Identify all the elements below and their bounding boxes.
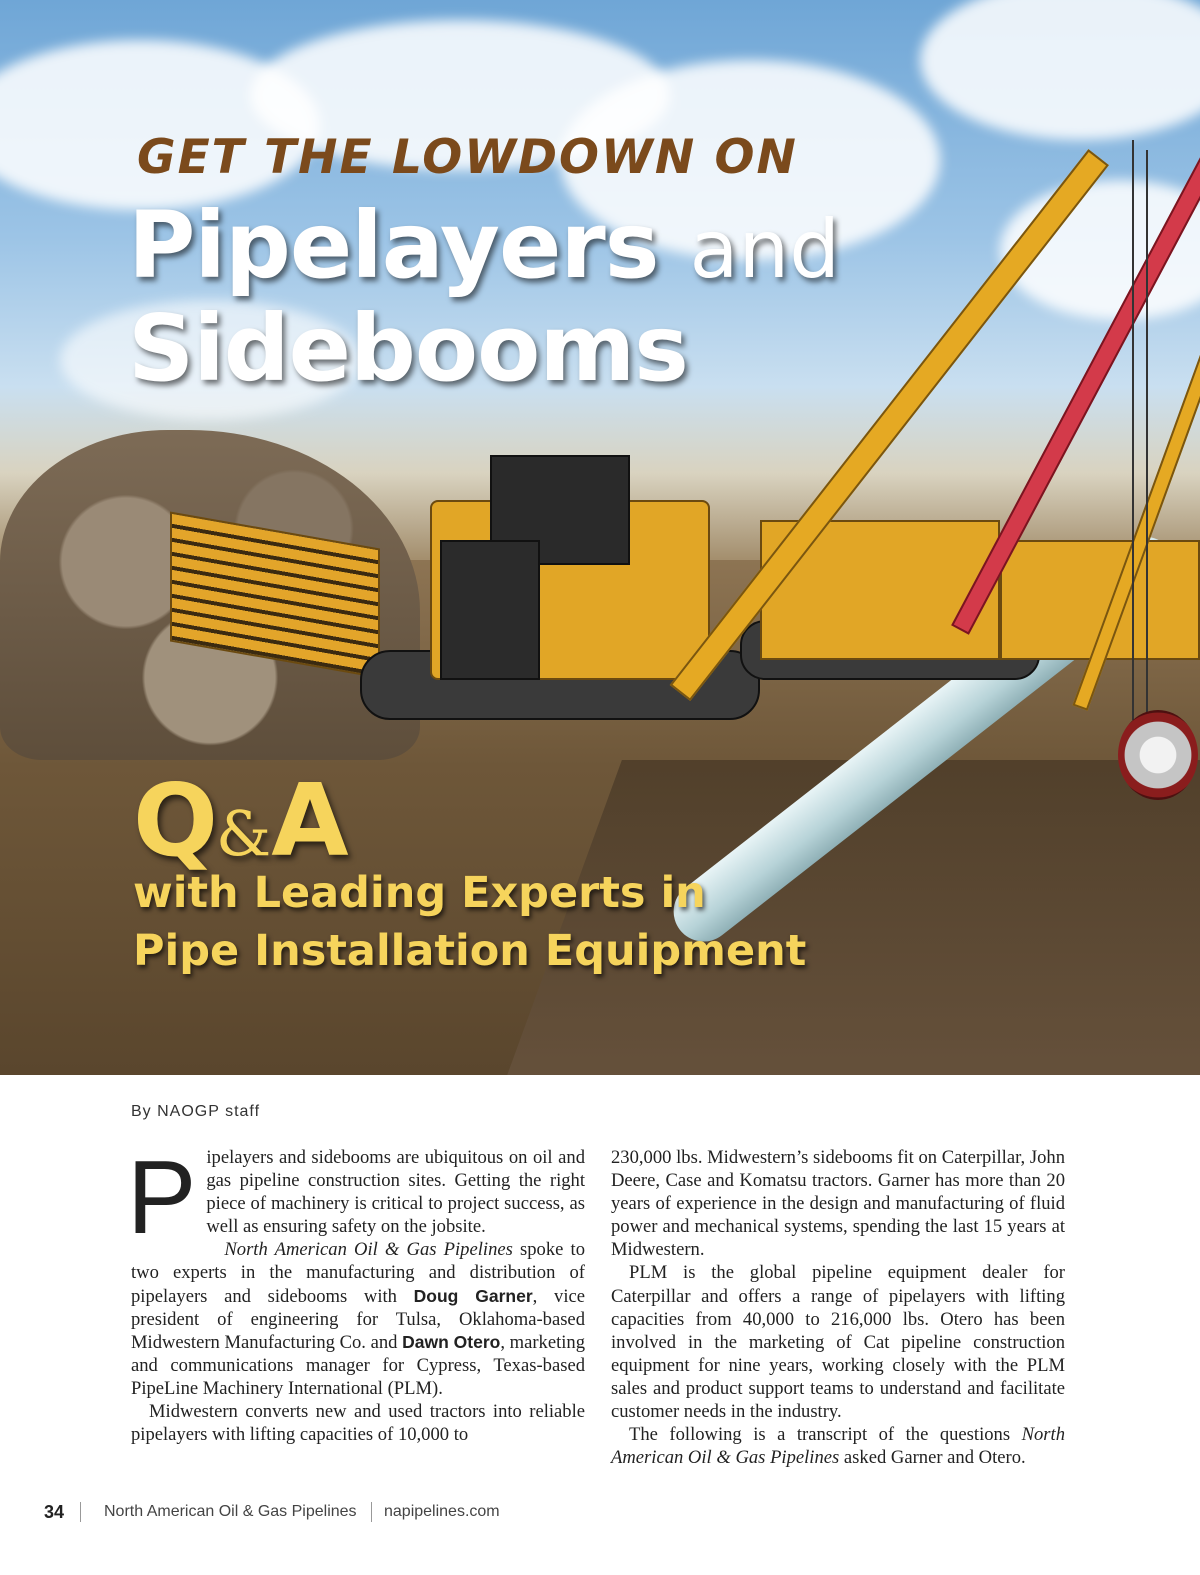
paragraph (131, 1238, 585, 1400)
qa-ampersand: & (216, 797, 272, 870)
pipe-hook (1118, 710, 1198, 800)
publication-name: North American Oil & Gas Pipelines (224, 1239, 513, 1261)
paragraph-text: , vice president of engineering for Tulsa, Oklahoma-based Midwestern Manufacturing Co. and (131, 1285, 585, 1353)
paragraph: Midwestern converts new and used tractors into reliable pipelayers with lifting capacities of 10,000 to (131, 1401, 585, 1446)
expert-name: Doug Garner (413, 1285, 533, 1306)
paragraph-text: spoke to two experts in the manufacturing and distribution of pipelayers and sidebooms with (131, 1239, 586, 1307)
drop-cap: P (127, 1140, 197, 1256)
cloud (920, 0, 1200, 140)
paragraph-text: ipelayers and sidebooms are ubiquitous on oil and gas pipeline construction sites. Getting the right piece of machinery is critical to project success, as well as ensuring safety on the jobsite. (206, 1147, 585, 1238)
qa-q: Q (133, 762, 217, 879)
paragraph: PLM is the global pipeline equipment dealer for Caterpillar and offers a range of pipelayers with lifting capacities from 40,000 to 216,000 lbs. Otero has been involved in the marketing of Cat pipeline construction equipment for nine years, working closely with the PLM sales and product support teams to understand and facilitate customer needs in the industry. (611, 1262, 1065, 1423)
article-column-1 (127, 1140, 586, 1446)
byline: By NAOGP staff (131, 1103, 261, 1120)
hero-title-line2: Sidebooms (128, 295, 688, 402)
paragraph (611, 1423, 1065, 1469)
hero-title-and: and (689, 203, 841, 296)
qa-heading (133, 762, 347, 879)
qa-a: A (271, 762, 347, 879)
boom-cable (1132, 140, 1134, 720)
tractor-grill (440, 540, 540, 680)
hero-title-pipelayers: Pipelayers (128, 192, 659, 299)
paragraph-text: asked Garner and Otero. (839, 1447, 1026, 1469)
footer-publication: North American Oil & Gas Pipelines (104, 1503, 357, 1520)
hero-kicker: GET THE LOWDOWN ON (137, 130, 798, 185)
subtitle-line2: Pipe Installation Equipment (133, 926, 807, 976)
publication-name: North American Oil & Gas Pipelines (611, 1424, 1065, 1469)
article-column-2 (611, 1146, 1065, 1469)
paragraph: 230,000 lbs. Midwestern’s sidebooms fit on Caterpillar, John Deere, Case and Komatsu tractors. Garner has more than 20 years of experience in the design and manufacturing of fluid power and mechanical systems, spending the last 15 years at Midwestern. (611, 1147, 1065, 1261)
footer-website: napipelines.com (384, 1503, 500, 1520)
page-footer (0, 1500, 1200, 1526)
footer-divider (80, 1502, 81, 1522)
hero-title-line1 (128, 192, 840, 299)
paragraph-text: The following is a transcript of the questions (629, 1424, 1022, 1446)
subtitle-line1: with Leading Experts in (133, 868, 706, 918)
boom-cable (1146, 150, 1148, 720)
footer-divider (371, 1502, 372, 1522)
page-number: 34 (44, 1502, 65, 1522)
expert-name: Dawn Otero (402, 1331, 501, 1352)
paragraph-text: , marketing and communications manager for Cypress, Texas-based PipeLine Machinery International (PLM). (131, 1331, 586, 1399)
